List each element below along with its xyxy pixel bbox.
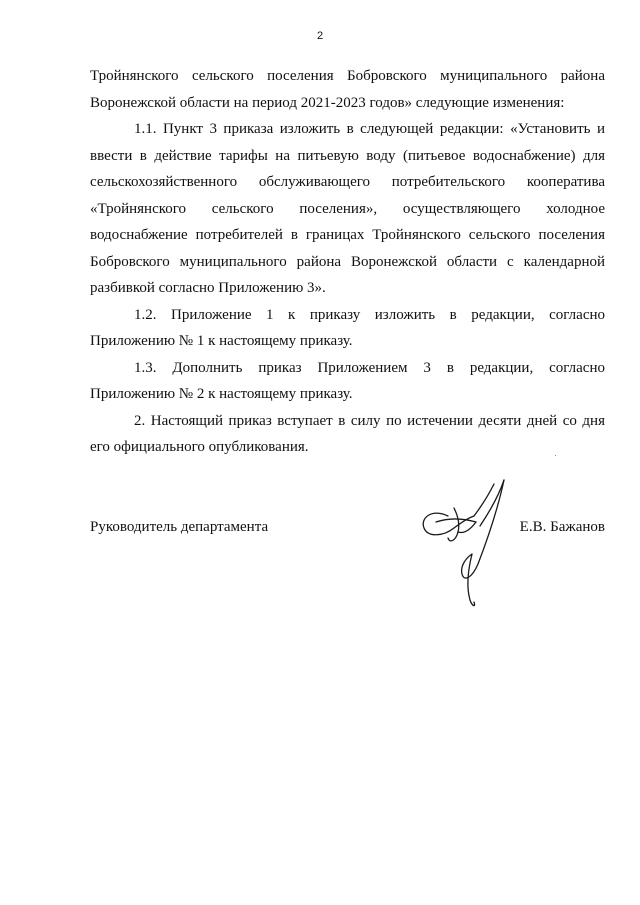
paragraph-1-2: 1.2. Приложение 1 к приказу изложить в редакции, согласно Приложению № 1 к настоящему приказу.: [90, 306, 605, 349]
paragraph-intro-continuation: Тройнянского сельского поселения Бобровского муниципального района Воронежской области на период 2021-2023 годов» следующие изменения:: [90, 68, 605, 111]
signer-name: Е.В. Бажанов: [519, 519, 605, 535]
document-body: [90, 63, 605, 461]
paragraph-1-1: 1.1. Пункт 3 приказа изложить в следующей редакции: «Установить и ввести в действие тарифы на питьевую воду (питьевое водоснабжение) для сельскохозяйственного обслуживающего потребительского кооператива «Тройнянского сельского поселения», осуществляющего холодное водоснабжение потребителей в границах Тройнянского сельского поселения Бобровского муниципального района Воронежской области с календарной разбивкой согласно Приложению 3».: [90, 121, 605, 296]
paragraph-1-3: 1.3. Дополнить приказ Приложением 3 в редакции, согласно Приложению № 2 к настоящему приказу.: [90, 359, 605, 402]
scan-artifact-dot: [555, 455, 556, 456]
handwritten-signature-icon: [418, 478, 518, 613]
page-number: 2: [316, 30, 324, 42]
paragraph-2: 2. Настоящий приказ вступает в силу по истечении десяти дней со дня его официального опубликования.: [90, 412, 605, 455]
signer-position: Руководитель департамента: [90, 519, 269, 535]
